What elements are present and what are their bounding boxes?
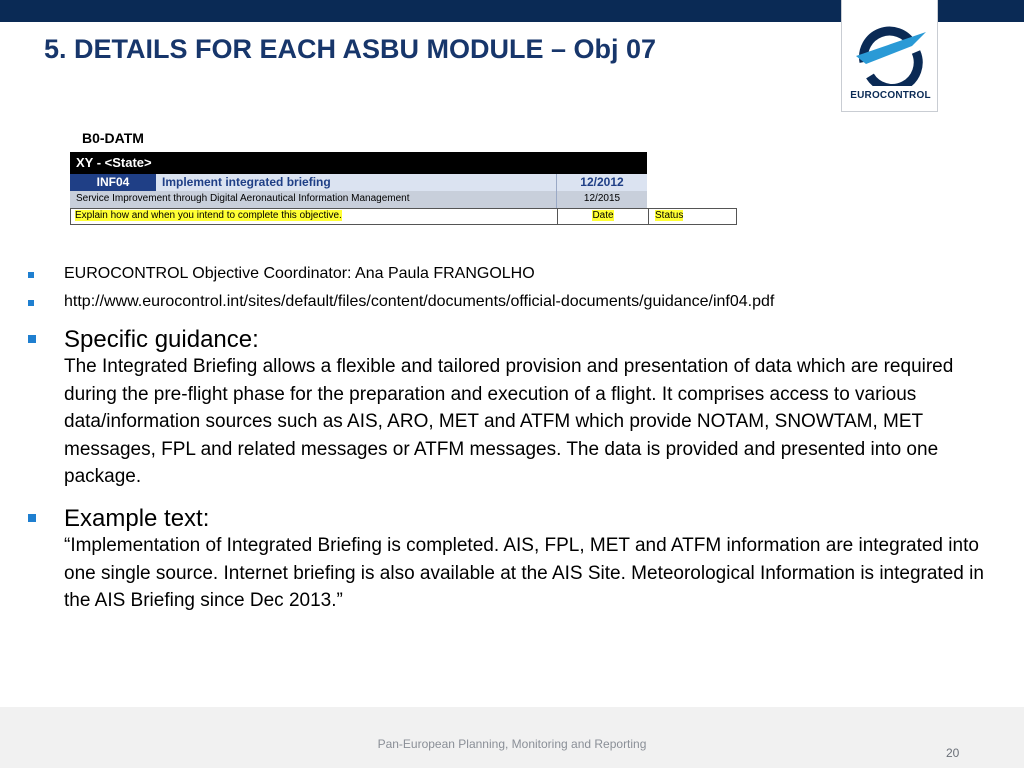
service-date: 12/2015 [556, 191, 647, 208]
page-title: 5. DETAILS FOR EACH ASBU MODULE – Obj 07 [44, 34, 657, 64]
guidance-link[interactable]: http://www.eurocontrol.int/sites/default/files/content/documents/official-documents/guidance/inf04.pdf [64, 293, 775, 310]
bullet-marker [28, 335, 36, 343]
page-number: 20 [946, 746, 960, 760]
bullet-marker [28, 272, 34, 278]
guidance-body: The Integrated Briefing allows a flexible and tailored provision and presentation of data which are required during the pre-flight phase for the preparation and execution of a flight. It comprises access to various data/information sources such as AIS, ARO, MET and ATFM which provide NOTAM, SNOWTAM, MET messages, FPL and related messages or ATFM messages. The data is provided and presented into one package. [64, 356, 954, 487]
status-label: Status [655, 210, 684, 221]
objective-table [70, 130, 740, 226]
explain-text: Explain how and when you intend to complete this objective. [75, 210, 342, 221]
bullet-marker [28, 300, 34, 306]
guidance-heading: Specific guidance: [64, 326, 259, 353]
state-row: XY - <State> [70, 152, 647, 174]
objective-date: 12/2012 [556, 174, 647, 191]
footer-text: Pan-European Planning, Monitoring and Reporting [377, 737, 647, 751]
objective-code: INF04 [70, 174, 156, 191]
explain-row [70, 208, 737, 225]
logo-text: EUROCONTROL [850, 90, 931, 101]
example-body: “Implementation of Integrated Briefing is completed. AIS, FPL, MET and ATFM information are integrated into one single source. Internet briefing is also available at the AIS Site. Meteorological Information is integrated in the AIS Briefing since Dec 2013.” [64, 535, 984, 611]
service-row [70, 191, 647, 208]
eurocontrol-logo-icon [852, 22, 928, 86]
example-heading: Example text: [64, 505, 210, 532]
service-text: Service Improvement through Digital Aeronautical Information Management [70, 191, 556, 208]
bullet-marker [28, 514, 36, 522]
objective-row [70, 174, 647, 191]
eurocontrol-logo [841, 0, 938, 112]
coordinator-text: EUROCONTROL Objective Coordinator: Ana Paula FRANGOLHO [64, 265, 535, 282]
date-label: Date [592, 210, 614, 221]
objective-name: Implement integrated briefing [156, 174, 556, 191]
module-code: B0-DATM [82, 130, 144, 146]
